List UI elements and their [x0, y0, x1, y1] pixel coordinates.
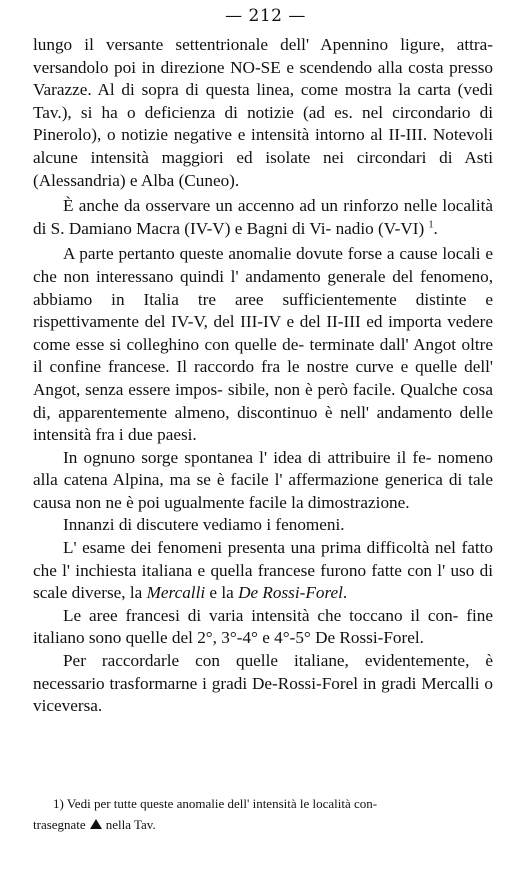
- text-line: A parte pertanto queste anomalie dovute forse a cause: [63, 244, 438, 264]
- text-line: isolate nei circondari di Asti (Alessandria) e Alba (Cuneo).: [33, 147, 494, 190]
- text-line: località di S. Damiano Macra (IV-V) e Bagni di Vi-: [33, 196, 494, 238]
- text-line: con l' uso di scale diverse, la: [33, 560, 493, 603]
- filled-triangle-icon: [90, 819, 102, 829]
- text-line: locali e che non interessano quindi l' andamento generale: [33, 244, 494, 286]
- footnote-ref: 1: [428, 219, 434, 231]
- text-line: ed importa vedere come esse si colleghino con quelle de-: [33, 312, 493, 354]
- text-line: presso Varazze. Al di sopra di questa linea, come mostra: [33, 57, 493, 100]
- paragraph-catena-alpina: [33, 447, 493, 515]
- footnote-text: Vedi per tutte queste anomalie dell' intensità le località con-: [66, 796, 378, 811]
- footnote: [33, 793, 493, 835]
- text-line: due paesi.: [127, 425, 197, 445]
- text-line: sibile, non è però facile. Qualche cosa di, apparentemente: [33, 379, 494, 422]
- text-line: fatto che l' inchiesta italiana e quella francese furono fatte: [33, 538, 493, 580]
- footnote-first-line: [33, 793, 493, 814]
- text-line: L' esame dei fenomeni presenta una prima difficoltà nel: [63, 538, 456, 558]
- page-number: — 212 —: [225, 6, 306, 26]
- text-line: del fenomeno, abbiamo in Italia tre aree sufficientemente: [33, 266, 493, 309]
- text-line: la carta (vedi Tav.), si ha o deficienza di notizie (ad es.: [33, 80, 493, 122]
- paragraph-raccordarle: [33, 650, 493, 718]
- text-line: Mercalli o viceversa.: [33, 673, 494, 716]
- text-line: lungo il versante settentrionale dell' Apennino ligure, attra-: [33, 35, 493, 54]
- body-text: [33, 34, 493, 718]
- paragraph-innanzi: [33, 514, 493, 537]
- text-line: nomeno alla catena Alpina, ma se è facile l' affermazione: [33, 447, 494, 490]
- text-line: è necessario trasformarne i gradi De-Rossi-Forel in gradi: [33, 651, 494, 693]
- text-line: terminate dall' Angot oltre il confine francese. Il raccordo: [33, 334, 493, 377]
- scale-name-mercalli: Mercalli: [146, 583, 206, 603]
- text-line: almeno, discontinuo è nell' andamento delle intensità fra i: [33, 402, 493, 445]
- paragraph-aree-francesi: [33, 605, 493, 650]
- paragraph-rinforzo: [33, 195, 493, 240]
- paragraph-continued: [33, 34, 493, 192]
- text-line: nel circondario di Pinerolo), o notizie negative e intensità: [33, 102, 493, 145]
- text-line: e la: [205, 583, 239, 603]
- text-line: dimostrazione.: [307, 492, 410, 512]
- text-line: Le aree francesi di varia intensità che toccano il con-: [63, 605, 459, 625]
- paragraph-anomalie: [33, 243, 493, 446]
- text-line: versandolo poi in direzione NO-SE e scendendo alla costa: [33, 57, 444, 77]
- footnote-marker: 1): [53, 796, 64, 811]
- text-line: distinte e rispettivamente del IV-V, del III-IV e del II-III: [33, 289, 493, 332]
- text-line: nadio (V-VI): [335, 218, 425, 238]
- footnote-text: nella Tav.: [105, 817, 156, 832]
- text-line: Innanzi di discutere vediamo i fenomeni.: [63, 515, 345, 535]
- text-line: .: [433, 218, 438, 238]
- paragraph-esame: [33, 537, 493, 605]
- text-line: Per raccordarle con quelle italiane, evidentemente,: [63, 651, 470, 671]
- footnote-text: trasegnate: [33, 817, 86, 832]
- text-line: fra le nostre curve e quelle dell' Angot, senza essere impos-: [33, 357, 494, 399]
- text-line: In ognuno sorge spontanea l' idea di attribuire il fe-: [63, 447, 432, 467]
- text-line: .: [342, 583, 348, 603]
- text-line: È anche da osservare un accenno ad un rinforzo nelle: [63, 196, 438, 216]
- text-line: intorno al II-III. Notevoli alcune intensità maggiori ed: [33, 125, 494, 167]
- text-line: fine italiano sono quelle del 2°, 3°-4° e 4°-5° De Rossi-Forel.: [33, 605, 494, 648]
- text-line: generica di tale causa non ne è poi ugualmente facile la: [33, 470, 493, 512]
- scale-name-de-rossi-forel: De Rossi-Forel: [238, 583, 343, 603]
